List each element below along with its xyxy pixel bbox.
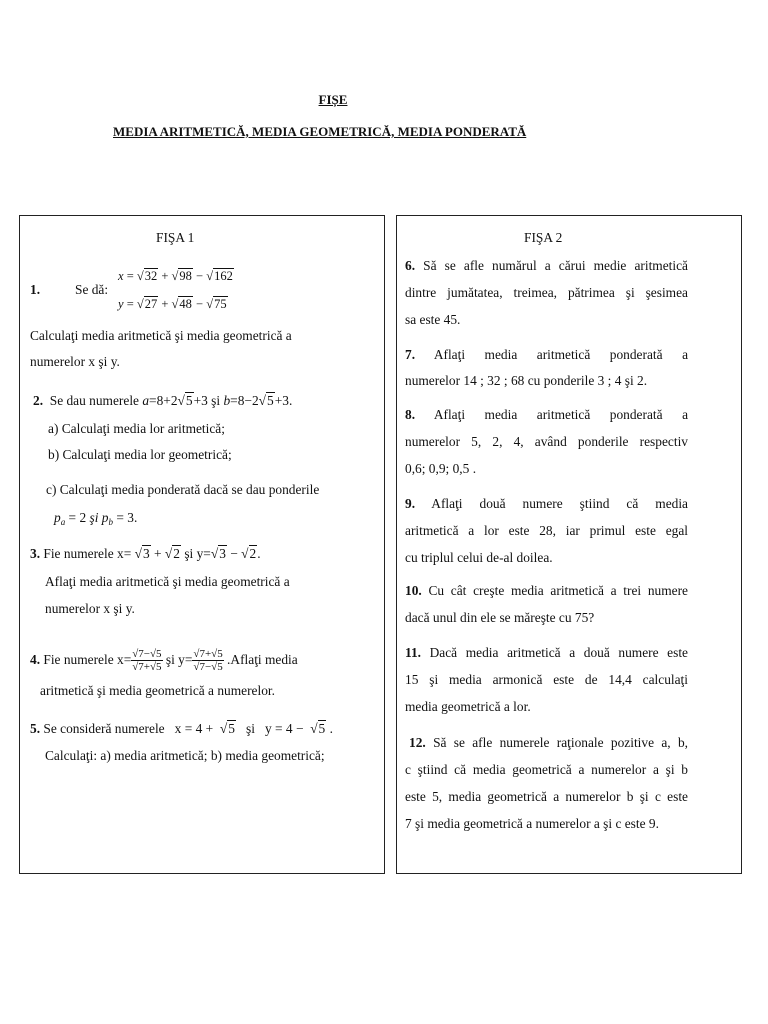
problem-12-line-4: 7 şi media geometrică a numerelor a şi c este 9. [405, 816, 659, 831]
equation-x: x = √32 + √98 − √162 [118, 269, 233, 283]
document-subtitle: MEDIA ARITMETICĂ, MEDIA GEOMETRICĂ, MEDIA PONDERATĂ [113, 124, 527, 139]
problem-9-line-2: aritmetică a lor este 28, iar primul este egal [405, 523, 688, 538]
problem-12-line-3: este 5, media geometrică a numerelor b şi c este [405, 789, 688, 804]
problem-1-text-line-1: Calculaţi media aritmetică şi media geometrică a [30, 328, 292, 343]
problem-2-c: c) Calculaţi media ponderată dacă se dau ponderile [46, 482, 320, 497]
problem-2-statement: 2. Se dau numerele a=8+2√5+3 şi b=8−2√5+3. [33, 393, 293, 408]
problem-4-text-line-2: aritmetică şi media geometrică a numerelor. [40, 683, 275, 698]
problem-9-line-3: cu triplul celui de-al doilea. [405, 550, 553, 565]
problem-12-line-1: 12. Să se afle numerele raţionale pozitive a, b, [409, 735, 688, 750]
worksheet-2-title: FIŞA 2 [524, 230, 563, 245]
problem-5-text-line-2: Calculaţi: a) media aritmetică; b) media geometrică; [45, 748, 325, 763]
problem-11-line-2: 15 şi media armonică este de 14,4 calculaţi [405, 672, 688, 687]
problem-1-given-label: Se dă: [75, 282, 109, 297]
problem-8-line-3: 0,6; 0,9; 0,5 . [405, 461, 477, 476]
problem-3-text-line-1: Aflaţi media aritmetică şi media geometrică a [45, 574, 290, 589]
problem-11-line-3: media geometrică a lor. [405, 699, 531, 714]
equation-y: y = √27 + √48 − √75 [118, 297, 227, 311]
worksheet-2 [396, 215, 742, 874]
problem-7-line-1: 7. Aflaţi media aritmetică ponderată a [405, 347, 689, 362]
worksheet-1-title: FIŞA 1 [156, 230, 195, 245]
problem-8-line-2: numerelor 5, 2, 4, având ponderile respectiv [405, 434, 688, 449]
worksheet-1 [19, 215, 385, 874]
problem-10-line-1: 10. Cu cât creşte media aritmetică a trei numere [405, 583, 688, 598]
document-title: FIȘE [318, 92, 348, 107]
problem-1-text-line-2: numerelor x şi y. [30, 354, 120, 369]
problem-11-line-1: 11. Dacă media aritmetică a două numere este [405, 645, 688, 660]
problem-2-a: a) Calculaţi media lor aritmetică; [48, 421, 225, 436]
problem-7-line-2: numerelor 14 ; 32 ; 68 cu ponderile 3 ; 4 şi 2. [405, 373, 648, 388]
problem-1-number: 1. [30, 282, 41, 297]
problem-2-weights: $p_a = 2$ şi $p_b = 3$. [54, 510, 138, 527]
problem-5-statement: 5. Se consideră numerele x = 4 + √5 şi y = 4 − √5 . [30, 721, 333, 736]
problem-6-line-3: sa este 45. [405, 312, 461, 327]
problem-6-line-1: 6. Să se afle numărul a cărui medie aritmetică [405, 258, 688, 273]
problem-12-line-2: c ştiind că media geometrică a numerelor a şi b [405, 762, 688, 777]
problem-4-statement: 4. Fie numerele x= $\frac{√7-√5}{√7+√5}$ şi y= $\frac{√7+√5}{√7-√5}$ .Aflaţi media [30, 648, 298, 674]
problem-3-text-line-2: numerelor x şi y. [45, 601, 135, 616]
problem-8-line-1: 8. Aflaţi media aritmetică ponderată a [405, 407, 689, 422]
problem-9-line-1: 9. Aflaţi două numere ştiind că media [405, 496, 688, 511]
problem-6-line-2: dintre jumătatea, treimea, pătrimea şi şesimea [405, 285, 688, 300]
problem-2-b: b) Calculaţi media lor geometrică; [48, 447, 232, 462]
problem-10-line-2: dacă unul din ele se măreşte cu 75? [405, 610, 595, 625]
problem-3-statement: 3. Fie numerele x= √3 + √2 şi y=√3 − √2. [30, 546, 261, 561]
